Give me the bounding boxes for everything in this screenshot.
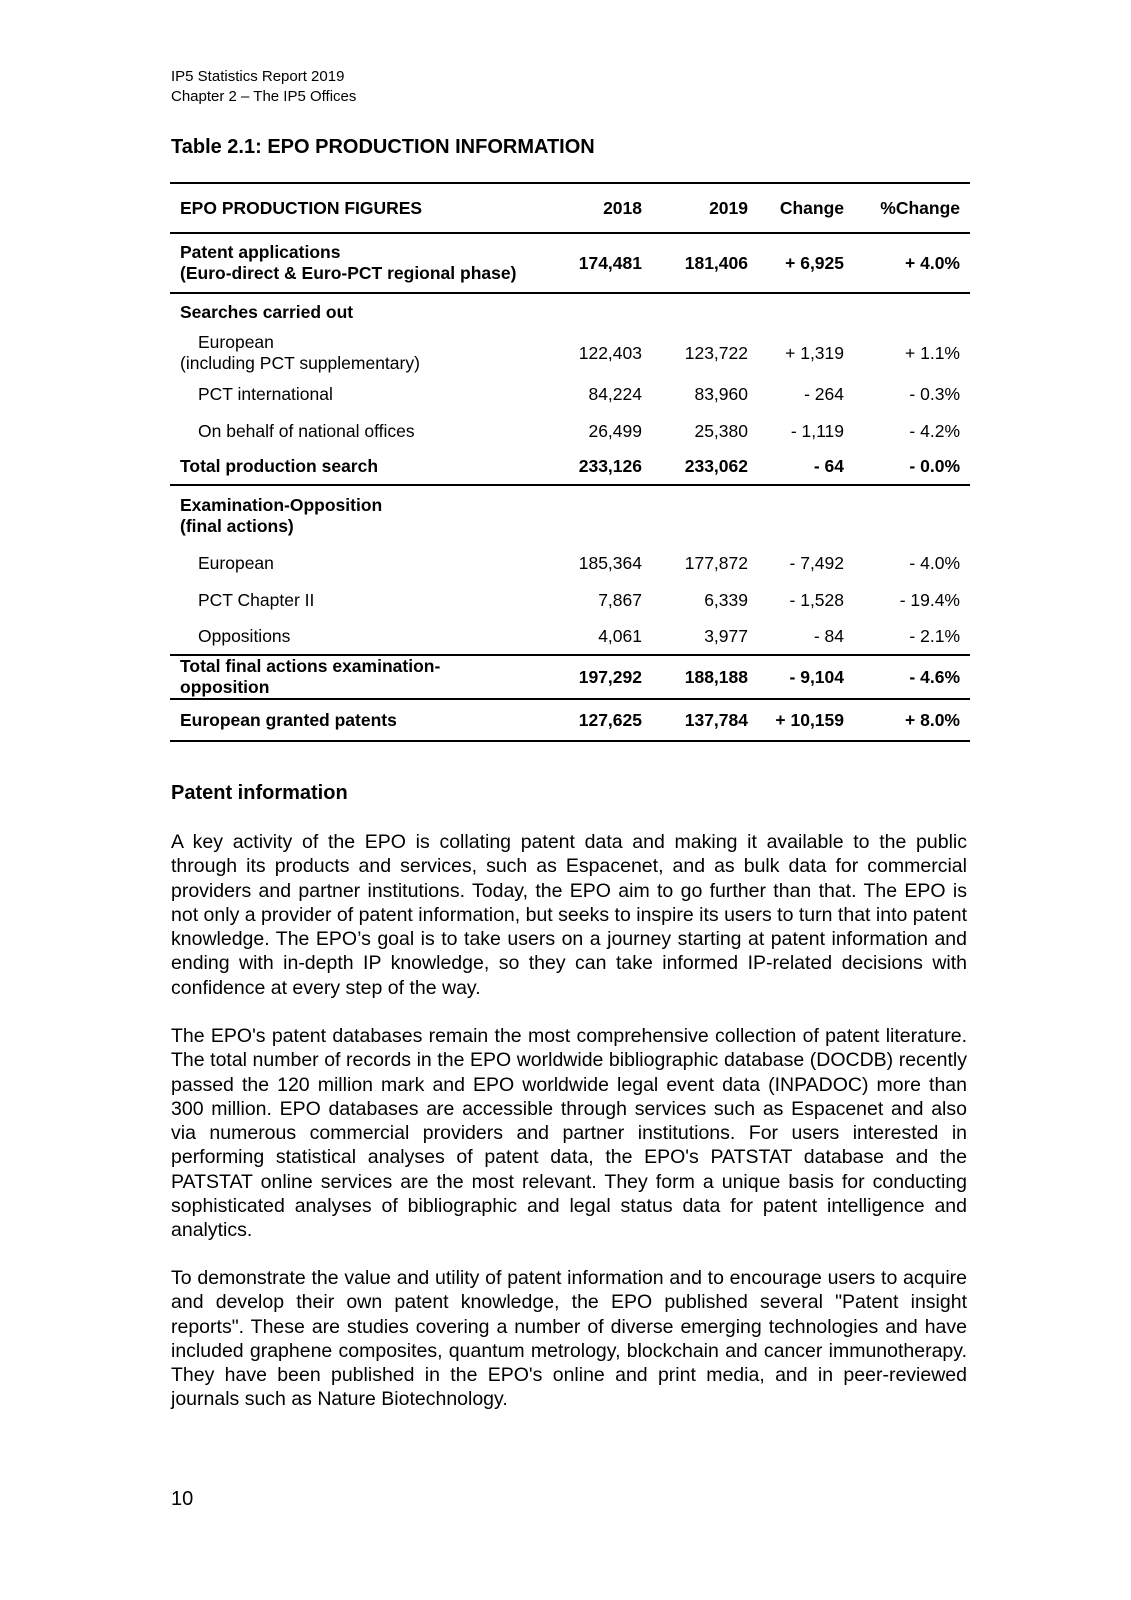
table-row bbox=[170, 545, 970, 581]
cell-change: - 1,528 bbox=[789, 589, 844, 610]
section-title: Patent information bbox=[171, 782, 348, 804]
table-title: Table 2.1: EPO PRODUCTION INFORMATION bbox=[171, 136, 595, 158]
cell-2019: 137,784 bbox=[684, 709, 748, 730]
table-row bbox=[170, 581, 970, 619]
page-number: 10 bbox=[171, 1488, 194, 1510]
report-title: IP5 Statistics Report 2019 bbox=[171, 68, 345, 85]
total-row bbox=[170, 449, 970, 485]
table-row bbox=[170, 233, 970, 293]
table-header-row bbox=[170, 183, 970, 233]
row-label: Total final actions examination- opposition bbox=[180, 656, 441, 697]
cell-change: - 1,119 bbox=[790, 420, 844, 441]
row-label: Oppositions bbox=[198, 626, 291, 646]
cell-pct-change: + 8.0% bbox=[905, 709, 960, 730]
cell-2019: 6,339 bbox=[704, 589, 748, 610]
table-row bbox=[170, 375, 970, 413]
cell-2018: 185,364 bbox=[578, 552, 642, 573]
section-heading-row bbox=[170, 293, 970, 331]
row-label: Total production search bbox=[180, 456, 379, 476]
cell-pct-change: + 4.0% bbox=[905, 252, 960, 273]
paragraph: To demonstrate the value and utility of patent information and to encourage users to acquire and develop their own patent knowledge, the EPO published several "Patent insight reports". These are studies covering a number of diverse emerging technologies and have included graphene composites, quantum metrology, blockchain and cancer immunotherapy. They have been published in the EPO's online and print media, and in peer-reviewed journals such as Nature Biotechnology. bbox=[171, 1267, 967, 1411]
total-row bbox=[170, 655, 970, 699]
section-heading-row bbox=[170, 485, 970, 545]
cell-2019: 123,722 bbox=[684, 342, 748, 363]
cell-2018: 174,481 bbox=[578, 252, 642, 273]
cell-2018: 127,625 bbox=[578, 709, 642, 730]
cell-pct-change: - 19.4% bbox=[899, 589, 960, 610]
cell-pct-change: - 4.2% bbox=[909, 420, 960, 441]
row-label: PCT international bbox=[198, 383, 333, 404]
table-row bbox=[170, 619, 970, 655]
cell-2019: 83,960 bbox=[694, 383, 748, 404]
paragraph: A key activity of the EPO is collating patent data and making it available to the public through its products and services, such as Espacenet, and as bulk data for commercial providers and partner institutions. Today, the EPO aim to go further than that. The EPO is not only a provider of patent information, but seeks to inspire its users to turn that into patent knowledge. The EPO’s goal is to take users on a journey starting at patent information and ending with in-depth IP knowledge, so they can take informed IP-related decisions with confidence at every step of the way. bbox=[171, 831, 967, 999]
cell-2019: 188,188 bbox=[684, 666, 748, 687]
cell-pct-change: - 4.6% bbox=[909, 666, 960, 687]
cell-2019: 181,406 bbox=[684, 252, 748, 273]
cell-2018: 26,499 bbox=[588, 420, 642, 441]
column-header: Change bbox=[779, 197, 844, 218]
row-label: PCT Chapter II bbox=[198, 589, 315, 610]
cell-2018: 233,126 bbox=[578, 456, 642, 476]
cell-pct-change: - 0.0% bbox=[909, 456, 960, 476]
cell-change: - 84 bbox=[813, 626, 844, 646]
cell-pct-change: - 0.3% bbox=[909, 383, 960, 404]
cell-change: + 1,319 bbox=[785, 342, 844, 363]
row-label: European bbox=[198, 552, 274, 573]
searches-heading: Searches carried out bbox=[180, 302, 354, 322]
cell-change: + 10,159 bbox=[775, 709, 844, 730]
cell-change: - 9,104 bbox=[789, 666, 844, 687]
cell-pct-change: - 2.1% bbox=[909, 626, 960, 646]
cell-change: - 7,492 bbox=[789, 552, 844, 573]
cell-change: - 64 bbox=[813, 456, 844, 476]
column-header: 2019 bbox=[709, 197, 748, 218]
cell-2018: 197,292 bbox=[578, 666, 642, 687]
cell-2018: 4,061 bbox=[598, 626, 642, 646]
row-label: European (including PCT supplementary) bbox=[180, 332, 420, 373]
epo-production-table bbox=[170, 182, 970, 742]
cell-2019: 177,872 bbox=[684, 552, 748, 573]
page-header bbox=[171, 67, 356, 107]
cell-change: - 264 bbox=[804, 383, 844, 404]
cell-2019: 233,062 bbox=[684, 456, 748, 476]
cell-2018: 84,224 bbox=[588, 383, 642, 404]
column-header: EPO PRODUCTION FIGURES bbox=[180, 197, 423, 218]
paragraph: The EPO's patent databases remain the most comprehensive collection of patent literature. The total number of records in the EPO worldwide bibliographic database (DOCDB) recently passed the 120 million mark and EPO worldwide legal event data (INPADOC) more than 300 million. EPO databases are accessible through services such as Espacenet and also via numerous commercial providers and partner institutions. For users interested in performing statistical analyses of patent data, the EPO's PATSTAT database and the PATSTAT online services are the most relevant. They form a unique basis for conducting sophisticated analyses of bibliographic and legal status data for patent intelligence and analytics. bbox=[171, 1025, 967, 1242]
table-row bbox=[170, 413, 970, 449]
column-header: 2018 bbox=[603, 197, 642, 218]
row-label: Patent applications (Euro-direct & Euro-PCT regional phase) bbox=[180, 242, 517, 283]
cell-2018: 122,403 bbox=[578, 342, 642, 363]
cell-pct-change: + 1.1% bbox=[905, 342, 960, 363]
cell-2019: 25,380 bbox=[694, 420, 748, 441]
cell-change: + 6,925 bbox=[785, 252, 844, 273]
chapter-title: Chapter 2 – The IP5 Offices bbox=[171, 88, 357, 105]
row-label: On behalf of national offices bbox=[198, 420, 415, 441]
cell-pct-change: - 4.0% bbox=[909, 552, 960, 573]
cell-2019: 3,977 bbox=[704, 626, 748, 646]
row-label: European granted patents bbox=[180, 709, 397, 730]
cell-2018: 7,867 bbox=[598, 589, 642, 610]
column-header: %Change bbox=[880, 197, 960, 218]
exam-heading: Examination-Opposition (final actions) bbox=[180, 494, 383, 536]
total-row bbox=[170, 699, 970, 741]
table-row bbox=[170, 331, 970, 375]
